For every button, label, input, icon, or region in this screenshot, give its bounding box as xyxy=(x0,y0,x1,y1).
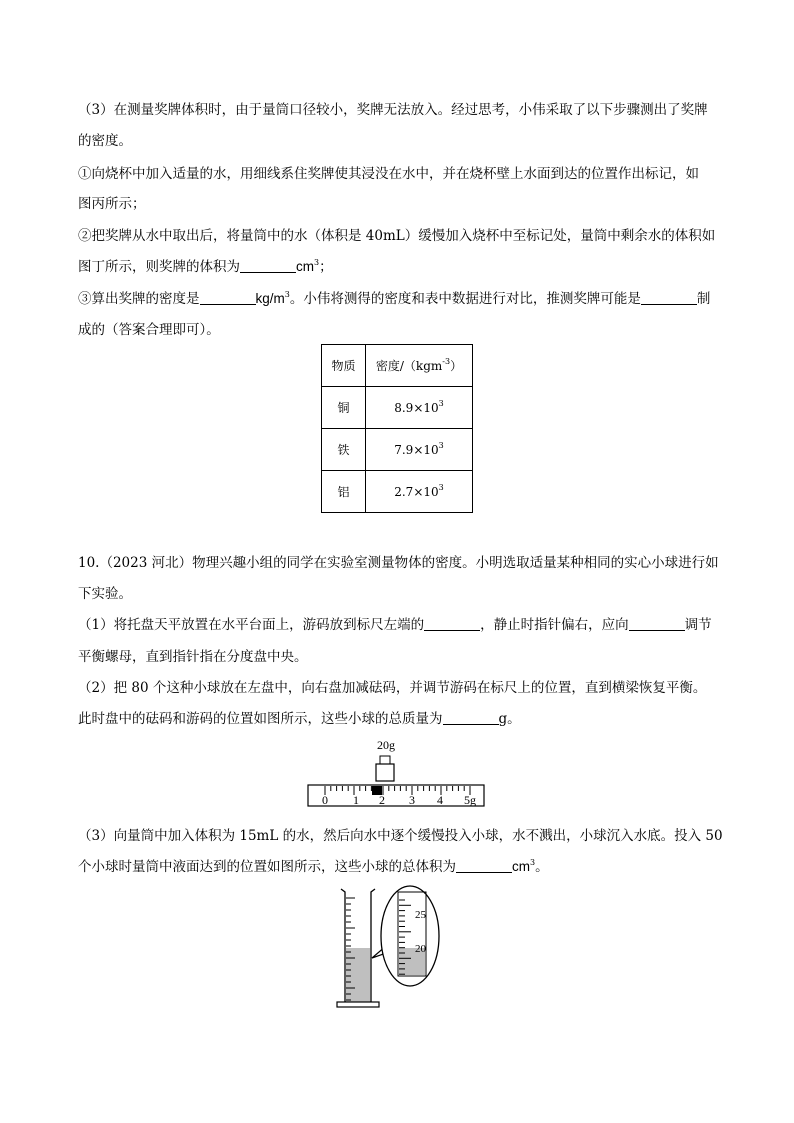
q10-p2-pre: 此时盘中的砝码和游码的位置如图所示，这些小球的总质量为 xyxy=(78,711,443,727)
step2-unit-exp: 3 xyxy=(314,258,320,267)
weight-label: 20g xyxy=(377,738,395,752)
q10-p3-pre: 个小球时量筒中液面达到的位置如图所示，这些小球的总体积为 xyxy=(78,859,456,875)
q10-p1-line1 xyxy=(78,615,712,635)
q10-p1-line2: 平衡螺母，直到指针指在分度盘中央。 xyxy=(78,649,308,665)
material-answer-blank[interactable] xyxy=(641,290,697,305)
step2-unit: cm xyxy=(296,259,314,274)
step3-unit-exp: 3 xyxy=(284,290,290,299)
substance-cell: 铁 xyxy=(322,429,366,471)
step3-unit: kg/m xyxy=(255,291,285,306)
header-density: 密度/（kgm$^{-3}$） xyxy=(366,345,473,387)
scale-label: 2 xyxy=(379,793,385,807)
part3-intro-line2: 的密度。 xyxy=(78,133,132,149)
direction-answer-blank[interactable] xyxy=(629,616,685,631)
balance-scale-figure xyxy=(300,734,492,810)
scale-label: 4 xyxy=(437,793,443,807)
weight-icon xyxy=(376,756,394,781)
q10-p1-pre: （1）将托盘天平放置在水平台面上，游码放到标尺左端的 xyxy=(78,617,425,633)
step2-text: 图丁所示，则奖牌的体积为 xyxy=(78,259,240,275)
step3-line1 xyxy=(78,289,710,309)
part3-intro-line1: （3）在测量奖牌体积时，由于量筒口径较小，奖牌无法放入。经过思考，小伟采取了以下步骤测出了奖牌 xyxy=(78,102,708,118)
volume-answer-blank[interactable] xyxy=(240,258,296,273)
table-row xyxy=(322,387,473,429)
mass-answer-blank[interactable] xyxy=(443,710,499,725)
q10-p3-unit: cm xyxy=(512,859,530,874)
header-substance: 物质 xyxy=(322,345,366,387)
substance-cell: 铜 xyxy=(322,387,366,429)
scale-label: 1 xyxy=(353,793,359,807)
scale-ruler xyxy=(308,785,484,806)
step2-line2 xyxy=(78,257,333,277)
q10-p3-line1: （3）向量筒中加入体积为 15mL 的水，然后向水中逐个缓慢投入小球，水不溅出，小球沉入水底。投入 50 xyxy=(78,828,723,844)
q10-p1-post: 调节 xyxy=(684,617,712,633)
graduated-cylinder-figure xyxy=(335,880,445,1012)
q10-p2-line2 xyxy=(78,709,521,729)
density-answer-blank[interactable] xyxy=(200,290,256,305)
scale-label: 3 xyxy=(409,793,415,807)
step2-line1: ②把奖牌从水中取出后，将量筒中的水（体积是 40mL）缓慢加入烧杯中至标记处，量筒中剩余水的体积如 xyxy=(78,228,716,244)
q10-p2-post: g。 xyxy=(498,711,521,727)
q10-line2: 下实验。 xyxy=(78,586,132,602)
zero-mark-answer-blank[interactable] xyxy=(424,616,480,631)
step3-mid: 。小伟将测得的密度和表中数据进行对比，推测奖牌可能是 xyxy=(289,291,641,307)
step1-line2: 图丙所示； xyxy=(78,196,146,212)
q10-p1-mid: ，静止时指针偏右，应向 xyxy=(480,617,629,633)
step1-line1: ①向烧杯中加入适量的水，用细线系住奖牌使其浸没在水中，并在烧杯壁上水面到达的位置作出标记，如 xyxy=(78,166,699,182)
step2-post: ； xyxy=(319,259,333,275)
table-row xyxy=(322,429,473,471)
substance-cell: 铝 xyxy=(322,471,366,513)
q10-p3-post: 。 xyxy=(535,859,549,875)
step3-pre: ③算出奖牌的密度是 xyxy=(78,291,200,307)
zoom-label: 20 xyxy=(415,943,426,955)
density-table xyxy=(321,344,473,513)
scale-label: 5g xyxy=(464,793,476,807)
scale-label: 0 xyxy=(322,793,328,807)
table-row xyxy=(322,471,473,513)
q10-line1: 10.（2023 河北）物理兴趣小组的同学在实验室测量物体的密度。小明选取适量某种相同的实心小球进行如 xyxy=(78,555,719,571)
q10-p2-line1: （2）把 80 个这种小球放在左盘中，向右盘加减砝码，并调节游码在标尺上的位置，直到横梁恢复平衡。 xyxy=(78,680,707,696)
density-cell: $2.7\times 10^3$ xyxy=(366,471,473,513)
step3-post: 制 xyxy=(696,291,711,307)
q10-p3-line2 xyxy=(78,857,549,877)
magnifier-bubble-icon xyxy=(372,886,439,986)
q10-p3-unit-exp: 3 xyxy=(530,858,536,867)
zoom-label: 25 xyxy=(415,909,426,921)
table-header-row xyxy=(322,345,473,387)
step3-line2: 成的（答案合理即可）。 xyxy=(78,322,220,338)
total-volume-answer-blank[interactable] xyxy=(456,858,512,873)
cylinder-icon xyxy=(337,889,379,1007)
density-cell: $7.9\times 10^3$ xyxy=(366,429,473,471)
density-cell: $8.9\times 10^3$ xyxy=(366,387,473,429)
